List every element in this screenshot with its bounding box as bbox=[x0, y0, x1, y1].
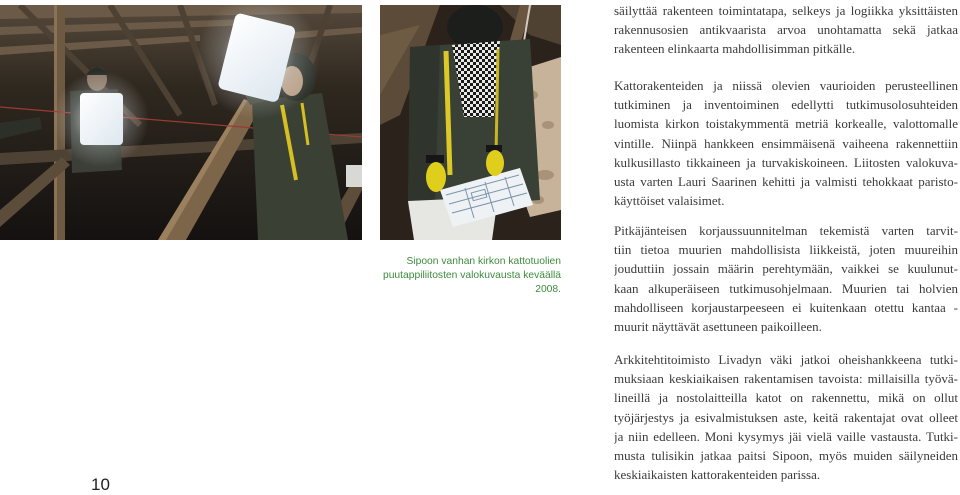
attic-photo-middle bbox=[380, 5, 561, 240]
text-line: rakenteen elinkaarta mahdollisimman pitkälle. bbox=[614, 41, 856, 57]
text-line: kulkusillasto tikkaineen ja turvakiskoineen. Liitosten valokuva- bbox=[614, 154, 958, 170]
text-line: luomista kirkon toistakymmentä metriä korkealle, valottomalle bbox=[614, 116, 958, 132]
text-line: vintille. Niinpä hankkeen ensimmäisenä vaiheena rakennettiin bbox=[614, 135, 958, 151]
text-line: rakennusosien antikvaarista arvoa unohtamatta sekä jatkaa bbox=[614, 22, 958, 38]
text-line: kaan alkuperäiseen tutkimusohjelmaan. Muurien tai holvien bbox=[614, 280, 958, 296]
paragraph bbox=[614, 76, 958, 210]
text-line: Arkkitehtitoimisto Livadyn väki jatkoi oheishankkeena tutki- bbox=[614, 352, 958, 367]
text-line: Pitkäjänteisen korjaussuunnitelman tekemistä varten tarvit- bbox=[614, 223, 958, 238]
text-line: säilyttää rakenteen toimintatapa, selkeys ja logiikka yksittäisten bbox=[614, 3, 958, 18]
text-line: jouduttiin jossain määrin perehtymään, vaikkei se kuulunut- bbox=[614, 261, 958, 277]
paragraph bbox=[614, 1, 958, 59]
paragraph bbox=[614, 350, 958, 484]
lamp bbox=[80, 93, 123, 145]
photo-caption bbox=[380, 255, 561, 297]
text-line: tiin tietoa muurien mahdollisista liikkeistä, joten muureihin bbox=[614, 242, 958, 258]
text-line: muksiaan keskiaikaisen rakentamisen tavoista: millaisilla työvä- bbox=[614, 371, 958, 387]
text-line: lineillä ja nostolaitteilla katot on rakennettu, mikä on ollut bbox=[614, 390, 958, 406]
text-line: keskiaikaisten kattorakenteiden parissa. bbox=[614, 467, 821, 483]
page-number: 10 bbox=[91, 475, 110, 494]
caption-line: puutappiliitosten valokuvausta keväällä bbox=[382, 270, 561, 281]
text-line: musta tulisikin jatkaa paitsi Sipoon, myös muiden säilyneiden bbox=[614, 447, 958, 463]
paragraph bbox=[614, 221, 958, 336]
text-line: ja niin edelleen. Moni kysymys jäi vielä vaille vastausta. Tutki- bbox=[614, 428, 958, 444]
text-line: käyttöiset valaisimet. bbox=[614, 193, 725, 209]
text-line: usta varten Lauri Saarinen kehitti ja valmisti tehokkaat paristo- bbox=[614, 173, 958, 189]
text-line: muurit näyttävät asettuneen paikoilleen. bbox=[614, 318, 822, 334]
caption-line: 2008. bbox=[535, 284, 561, 295]
text-line: työjärjestys ja esivalmistuksen aste, keitä rakentajat ovat olleet bbox=[614, 409, 958, 425]
text-line: mahdolliseen korjaustarpeeseen ei kuitenkaan otettu kantaa - bbox=[614, 299, 958, 315]
text-line: tutkiminen ja inventoiminen edellytti tutkimusolosuhteiden bbox=[614, 97, 958, 113]
attic-photo-left bbox=[0, 5, 362, 240]
caption-line: Sipoon vanhan kirkon kattotuolien bbox=[406, 256, 561, 267]
text-line: Kattorakenteiden ja niissä olevien vaurioiden perusteellinen bbox=[614, 78, 958, 93]
